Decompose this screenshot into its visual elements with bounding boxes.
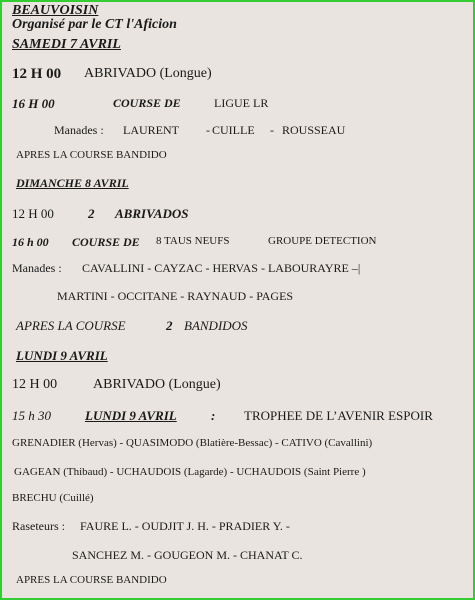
monday-raseteurs-line-2: SANCHEZ M. - GOUGEON M. - CHANAT C. [72, 548, 303, 562]
monday-course-time: 15 h 30 [12, 408, 51, 423]
saturday-sep-2: - [270, 123, 274, 137]
saturday-course-label: COURSE DE [113, 96, 181, 110]
saturday-sep-1: - [206, 123, 210, 137]
sunday-course-label: COURSE DE [72, 235, 140, 249]
town-title: BEAUVOISIN [12, 3, 99, 18]
sunday-manades-label: Manades : [12, 261, 62, 275]
monday-bulls-line-3: BRECHU (Cuillé) [12, 492, 94, 504]
saturday-after-course: APRES LA COURSE BANDIDO [16, 149, 167, 161]
saturday-manade-1: LAURENT [123, 123, 179, 137]
saturday-manade-3: ROUSSEAU [282, 123, 346, 137]
sunday-after-count: 2 [166, 318, 173, 333]
monday-after-course: APRES LA COURSE BANDIDO [16, 574, 167, 586]
sunday-course-type: 8 TAUS NEUFS [156, 235, 230, 247]
saturday-manades-label: Manades : [54, 123, 104, 137]
saturday-manade-2: CUILLE [212, 123, 255, 137]
sunday-abrivado-time: 12 H 00 [12, 206, 54, 221]
monday-bulls-line-1: GRENADIER (Hervas) - QUASIMODO (Blatière-Bessac) - CATIVO (Cavallini) [12, 437, 373, 449]
monday-abrivado-text: ABRIVADO (Longue) [93, 377, 221, 392]
monday-raseteurs-label: Raseteurs : [12, 519, 65, 533]
saturday-abrivado-time: 12 H 00 [12, 66, 62, 82]
sunday-course-time: 16 h 00 [12, 235, 49, 249]
sunday-manades-line-1: CAVALLINI - CAYZAC - HERVAS - LABOURAYRE –| [82, 261, 361, 275]
sunday-after-prefix: APRES LA COURSE [16, 318, 126, 333]
monday-abrivado-time: 12 H 00 [12, 377, 58, 392]
sunday-heading: DIMANCHE 8 AVRIL [16, 176, 129, 190]
sunday-abrivado-text: ABRIVADOS [115, 206, 189, 221]
saturday-course-time: 16 H 00 [12, 96, 55, 111]
monday-bulls-line-2: GAGEAN (Thibaud) - UCHAUDOIS (Lagarde) - UCHAUDOIS (Saint Pierre ) [14, 466, 366, 478]
saturday-heading: SAMEDI 7 AVRIL [12, 37, 121, 52]
saturday-course-type: LIGUE LR [214, 96, 269, 110]
saturday-abrivado-text: ABRIVADO (Longue) [84, 66, 212, 81]
sunday-after-text: BANDIDOS [184, 318, 248, 333]
organiser-line: Organisé par le CT l'Aficion [12, 17, 177, 32]
monday-trophy: TROPHEE DE L’AVENIR ESPOIR [244, 408, 433, 423]
sunday-manades-line-2: MARTINI - OCCITANE - RAYNAUD - PAGES [57, 289, 294, 303]
sunday-course-group: GROUPE DETECTION [268, 235, 377, 247]
monday-course-day: LUNDI 9 AVRIL [85, 408, 177, 423]
monday-raseteurs-line-1: FAURE L. - OUDJIT J. H. - PRADIER Y. - [80, 519, 290, 533]
sunday-abrivado-count: 2 [88, 206, 95, 221]
monday-course-colon: : [211, 408, 216, 423]
monday-heading: LUNDI 9 AVRIL [16, 348, 108, 363]
